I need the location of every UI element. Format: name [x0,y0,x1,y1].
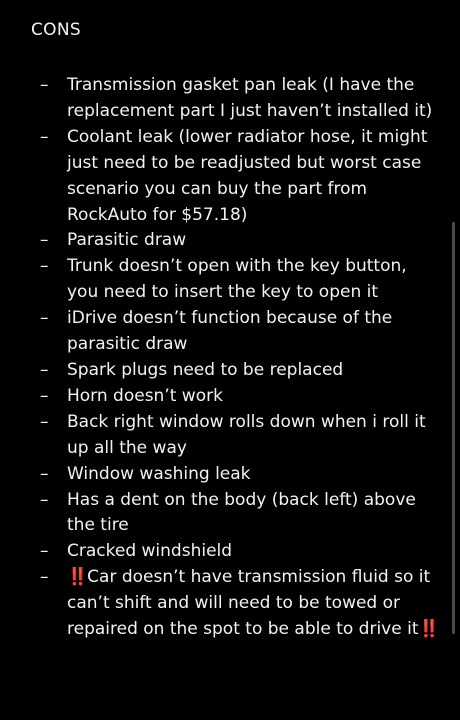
list-item-text: Transmission gasket pan leak (I have the replacement part I just haven’t installed it) [67,75,433,121]
list-item-text: Window washing leak [67,463,251,484]
list-item-text: iDrive doesn’t function because of the parasitic draw [67,308,393,355]
bullet-dash: – [40,411,49,432]
list-item-text: Back right window rolls down when i roll it up all the way [67,411,426,458]
list-item [0,358,440,384]
list-item-text: Trunk doesn’t open with the key button, you need to insert the key to open it [67,256,407,303]
list-item-text: Spark plugs need to be replaced [67,359,344,380]
cons-list [0,73,440,643]
list-item [0,228,440,254]
bullet-dash: – [40,359,49,380]
list-item [0,539,440,565]
bullet-dash: – [40,126,49,147]
list-item-text: Car doesn’t have transmission fluid so it can’t shift and will need to be towed or repaired on the spot to be able to drive it [67,567,431,640]
list-item-text: Cracked windshield [67,541,233,562]
bullet-dash: – [40,75,49,95]
note-heading: CONS [31,20,81,40]
bullet-dash: – [40,230,49,251]
list-item [0,125,440,229]
list-item-text: Parasitic draw [67,230,187,251]
bullet-dash: – [40,463,49,484]
bullet-dash: – [40,541,49,562]
list-item [0,410,440,462]
list-item [0,254,440,306]
list-item [0,384,440,410]
double-exclamation-icon: ‼️ [418,619,439,640]
list-item [0,306,440,358]
scrollbar[interactable] [452,222,455,634]
bullet-dash: – [40,385,49,406]
list-item [0,73,440,125]
bullet-dash: – [40,308,49,329]
bullet-dash: – [40,489,49,510]
list-item [0,462,440,488]
double-exclamation-icon: ‼️ [67,567,88,588]
list-item-text: Has a dent on the body (back left) above the tire [67,489,416,536]
list-item-text: Horn doesn’t work [67,385,223,406]
list-item-text: Coolant leak (lower radiator hose, it might just need to be readjusted but worst case scenario you can buy the part from RockAuto for $57.18) [67,126,428,225]
bullet-dash: – [40,256,49,277]
list-item-urgent [0,565,440,643]
bullet-dash: – [40,567,49,588]
list-item [0,488,440,540]
